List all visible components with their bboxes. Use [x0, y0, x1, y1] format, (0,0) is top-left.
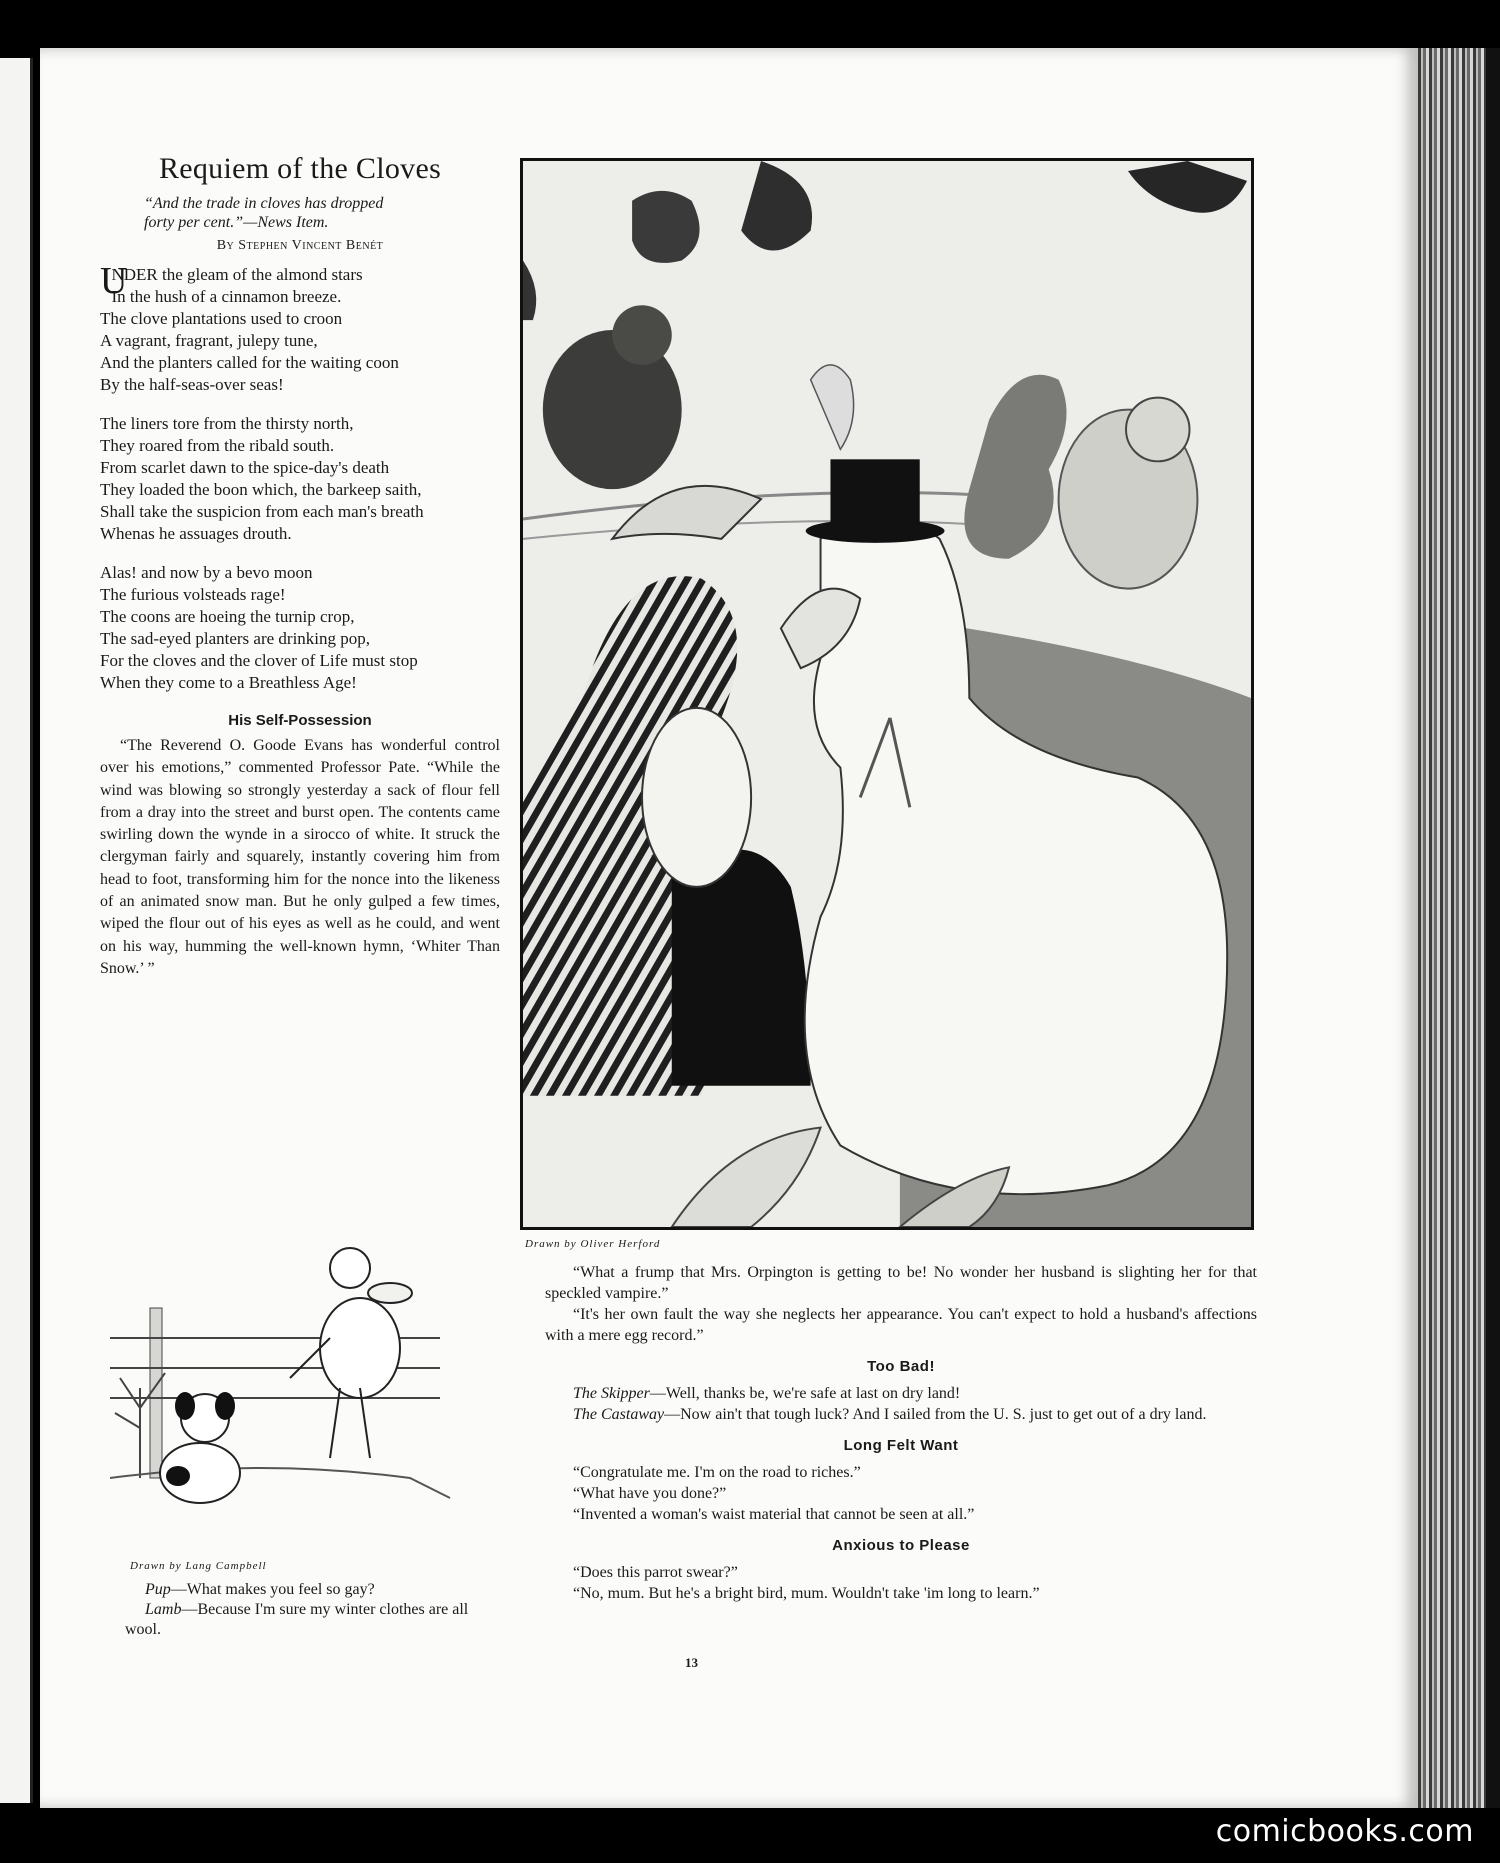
dialogue-line: “Invented a woman's waist material that cannot be seen at all.” — [573, 1506, 975, 1523]
poem-stanza-2 — [100, 413, 500, 545]
poem-title: Requiem of the Cloves — [158, 152, 442, 185]
dialogue-line: The Skipper—Well, thanks be, we're safe at last on dry land! — [573, 1385, 961, 1402]
poem-line: NDER the gleam of the almond stars — [111, 265, 363, 284]
cartoon-caption: “It's her own fault the way she neglects her appearance. You can't expect to hold a husband's affections with a mere egg record.” — [545, 1306, 1257, 1344]
poem-stanza-1 — [100, 260, 500, 396]
poem-line: The coons are hoeing the turnip crop, — [100, 607, 355, 626]
poem-line: And the planters called for the waiting coon — [100, 353, 399, 372]
dialogue-line: “No, mum. But he's a bright bird, mum. Wouldn't take 'im long to learn.” — [573, 1585, 1040, 1602]
poem-stanza-3 — [100, 562, 500, 694]
cartoon-caption: “What a frump that Mrs. Orpington is getting to be! No wonder her husband is slighting her for that speckled vampire.” — [545, 1264, 1257, 1302]
anecdote-text: “The Reverend O. Goode Evans has wonderful control over his emotions,” commented Professor Pate. “While the wind was blowing so strongly yesterday a sack of flour fell from a dray into the street and burst open. The contents came swirling down the wynde in a sirocco of white. It struck the clergyman fairly and squarely, instantly covering him from head to foot, transforming him for the nonce into the likeness of an animated snow man. But he only gulped a few times, wiped the flour out of his eyes as well as he could, and went on his way, humming the well-known hymn, ‘Whiter Than Snow.’ ” — [100, 737, 500, 977]
section-heading: Long Felt Want — [843, 1437, 959, 1454]
drop-cap: U — [100, 260, 128, 302]
pup-lamb-drawing — [110, 1238, 500, 1538]
small-illustration-credit: Drawn by Lang Campbell — [130, 1560, 267, 1572]
poem-line: From scarlet dawn to the spice-day's death — [100, 458, 390, 477]
section-heading: His Self-Possession — [228, 712, 372, 729]
illustration-credit: Drawn by Oliver Herford — [525, 1238, 661, 1250]
poem-line: A vagrant, fragrant, julepy tune, — [100, 331, 318, 350]
page-number: 13 — [685, 1655, 698, 1670]
poem-line: Shall take the suspicion from each man's breath — [100, 502, 424, 521]
poem-line: They roared from the ribald south. — [100, 436, 335, 455]
birds-cartoon-drawing — [523, 161, 1251, 1227]
poem-line: They loaded the boon which, the barkeep saith, — [100, 480, 422, 499]
poem-epigraph: “And the trade in cloves has dropped forty per cent.”—News Item. — [144, 195, 384, 231]
poem-line: Alas! and now by a bevo moon — [100, 563, 313, 582]
left-column — [100, 100, 500, 980]
poem-line: By the half-seas-over seas! — [100, 375, 284, 394]
section-heading: Too Bad! — [867, 1358, 935, 1375]
facing-page-edge — [0, 58, 33, 1803]
poem-line: For the cloves and the clover of Life must stop — [100, 651, 418, 670]
dialogue-line: Pup—What makes you feel so gay? — [145, 1581, 375, 1598]
main-illustration — [520, 158, 1254, 1230]
poem-byline: By Stephen Vincent Benét — [216, 238, 384, 253]
dialogue-line: Lamb—Because I'm sure my winter clothes are all wool. — [125, 1601, 469, 1638]
dialogue-line: “Congratulate me. I'm on the road to riches.” — [573, 1464, 861, 1481]
site-watermark: comicbooks.com — [1215, 1814, 1474, 1849]
dialogue-line: “Does this parrot swear?” — [573, 1564, 738, 1581]
pup-and-lamb-illustration — [110, 1238, 500, 1538]
dialogue-line: The Castaway—Now ain't that tough luck? And I sailed from the U. S. just to get out of a dry land. — [573, 1406, 1207, 1423]
poem-line: The sad-eyed planters are drinking pop, — [100, 629, 371, 648]
poem-line: The liners tore from the thirsty north, — [100, 414, 354, 433]
dialogue-line: “What have you done?” — [573, 1485, 727, 1502]
poem-line: In the hush of a cinnamon breeze. — [111, 287, 342, 306]
poem-line: Whenas he assuages drouth. — [100, 524, 292, 543]
poem-line: The furious volsteads rage! — [100, 585, 286, 604]
section-heading: Anxious to Please — [832, 1537, 970, 1554]
pup-lamb-caption — [125, 1580, 500, 1640]
right-column — [545, 1262, 1257, 1604]
book-page-edges — [1418, 48, 1500, 1808]
poem-line: The clove plantations used to croon — [100, 309, 343, 328]
poem-line: When they come to a Breathless Age! — [100, 673, 357, 692]
